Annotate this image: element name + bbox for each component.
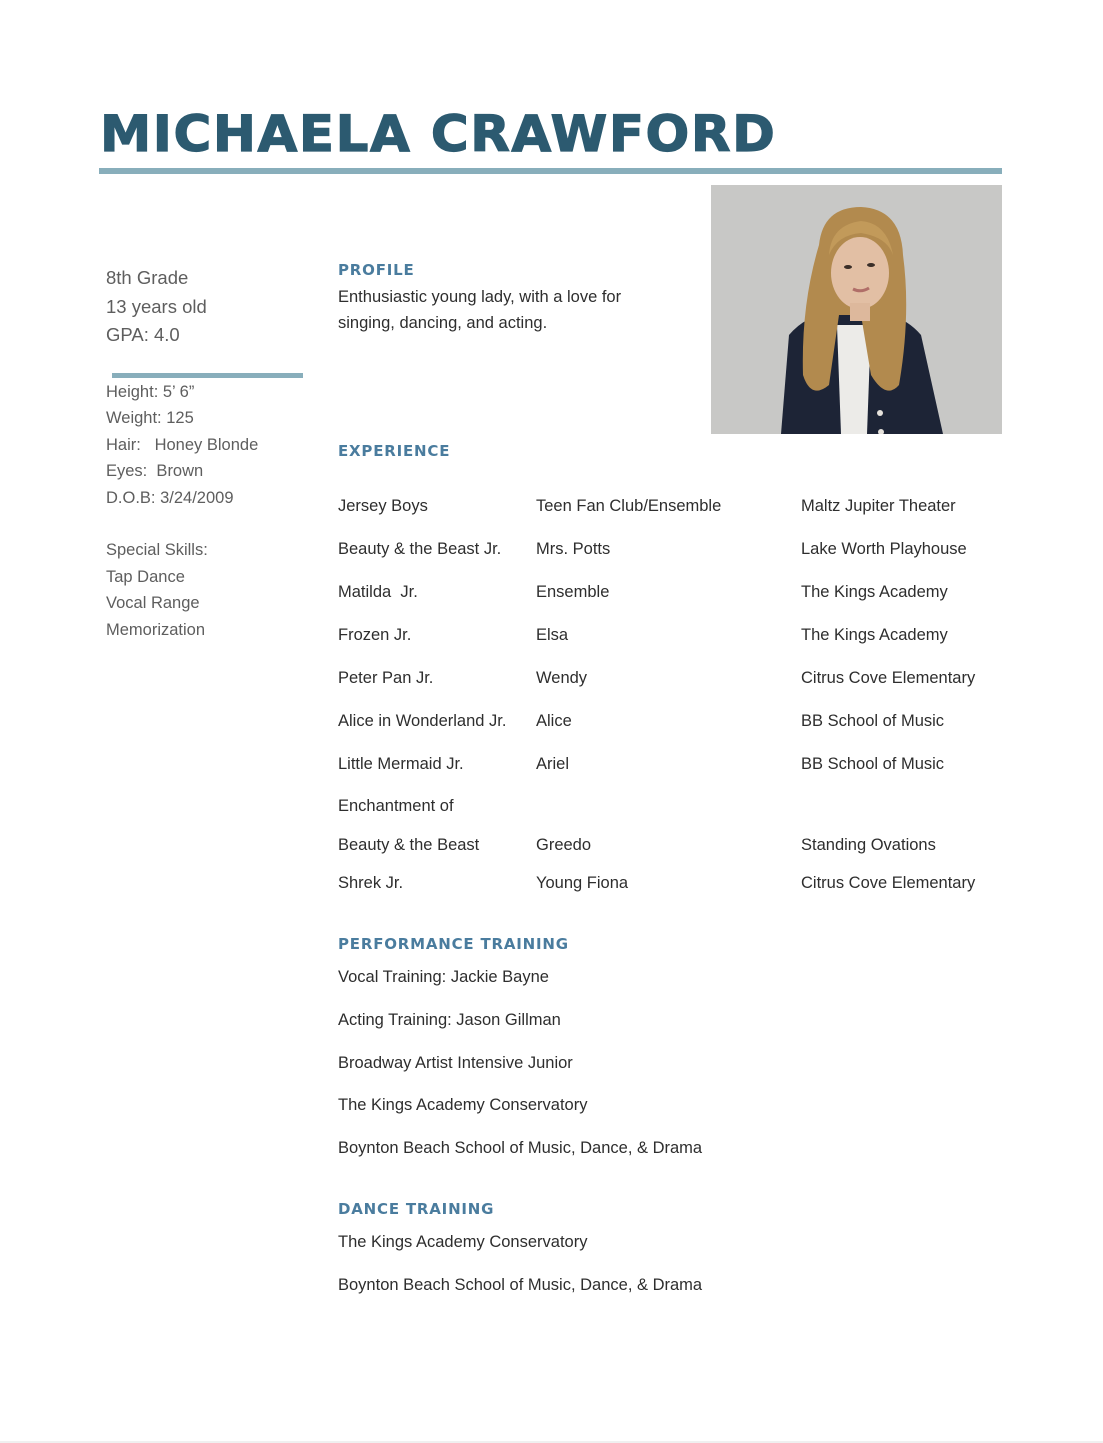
- experience-role: Elsa: [536, 626, 569, 644]
- experience-venue: Maltz Jupiter Theater: [801, 497, 956, 515]
- experience-show: Shrek Jr.: [338, 874, 404, 892]
- experience-role: Alice: [536, 712, 572, 730]
- experience-venue: Lake Worth Playhouse: [801, 540, 967, 558]
- grade-text: 8th Grade: [106, 267, 189, 288]
- experience-show: Matilda Jr.: [338, 583, 418, 601]
- dance-training-item: Boynton Beach School of Music, Dance, & Drama: [338, 1276, 703, 1294]
- experience-show: Beauty & the Beast Jr.: [338, 540, 502, 558]
- skill-item: Vocal Range: [106, 594, 200, 613]
- dob-text: D.O.B: 3/24/2009: [106, 488, 234, 507]
- experience-role: Wendy: [536, 669, 588, 687]
- experience-role: Teen Fan Club/Ensemble: [536, 497, 722, 515]
- experience-role: Mrs. Potts: [536, 540, 611, 558]
- experience-show: Beauty & the Beast: [338, 836, 480, 854]
- profile-text: [338, 284, 621, 336]
- profile-heading: PROFILE: [338, 261, 415, 279]
- resume-name-title: MICHAELA CRAWFORD: [100, 105, 777, 163]
- experience-role: Greedo: [536, 836, 592, 854]
- height-text: Height: 5’ 6”: [106, 383, 195, 401]
- experience-role: Young Fiona: [536, 874, 629, 892]
- experience-show: Peter Pan Jr.: [338, 669, 434, 687]
- performance-training-item: Vocal Training: Jackie Bayne: [338, 968, 549, 986]
- profile-line: Enthusiastic young lady, with a love for: [338, 288, 622, 306]
- sidebar-details: [106, 379, 258, 643]
- weight-text: Weight: 125: [106, 409, 194, 428]
- experience-venue: Citrus Cove Elementary: [801, 669, 976, 687]
- hair-text: Hair: Honey Blonde: [106, 435, 259, 454]
- headshot-photo: [711, 185, 1002, 434]
- skill-item: Tap Dance: [106, 567, 185, 586]
- special-skills-label: Special Skills:: [106, 541, 208, 560]
- sidebar-summary: [106, 264, 207, 350]
- profile-line: singing, dancing, and acting.: [338, 314, 548, 332]
- performance-training-item: Broadway Artist Intensive Junior: [338, 1054, 573, 1072]
- title-divider: [99, 168, 1002, 174]
- age-text: 13 years old: [106, 295, 207, 317]
- headshot-image-icon: [711, 185, 1002, 434]
- eyes-text: Eyes: Brown: [106, 462, 204, 481]
- experience-heading: EXPERIENCE: [338, 442, 451, 460]
- experience-venue: BB School of Music: [801, 712, 945, 730]
- experience-show: Enchantment of: [338, 797, 454, 815]
- experience-show: Little Mermaid Jr.: [338, 755, 464, 773]
- skill-item: Memorization: [106, 620, 206, 639]
- performance-training-heading: PERFORMANCE TRAINING: [338, 935, 569, 953]
- spacer: [106, 511, 258, 537]
- gpa-text: GPA: 4.0: [106, 324, 180, 346]
- experience-role: Ariel: [536, 755, 570, 773]
- sidebar-divider: [112, 373, 303, 378]
- performance-training-item: The Kings Academy Conservatory: [338, 1096, 588, 1114]
- experience-show: Alice in Wonderland Jr.: [338, 712, 507, 730]
- dance-training-item: The Kings Academy Conservatory: [338, 1233, 588, 1251]
- experience-show: Frozen Jr.: [338, 626, 412, 644]
- experience-venue: Standing Ovations: [801, 836, 936, 854]
- performance-training-item: Acting Training: Jason Gillman: [338, 1011, 561, 1029]
- experience-venue: BB School of Music: [801, 755, 945, 773]
- experience-venue: The Kings Academy: [801, 583, 948, 601]
- experience-show: Jersey Boys: [338, 497, 428, 515]
- experience-venue: The Kings Academy: [801, 626, 948, 644]
- dance-training-heading: DANCE TRAINING: [338, 1200, 495, 1218]
- performance-training-item: Boynton Beach School of Music, Dance, & Drama: [338, 1139, 703, 1157]
- experience-role: Ensemble: [536, 583, 610, 601]
- experience-venue: Citrus Cove Elementary: [801, 874, 976, 892]
